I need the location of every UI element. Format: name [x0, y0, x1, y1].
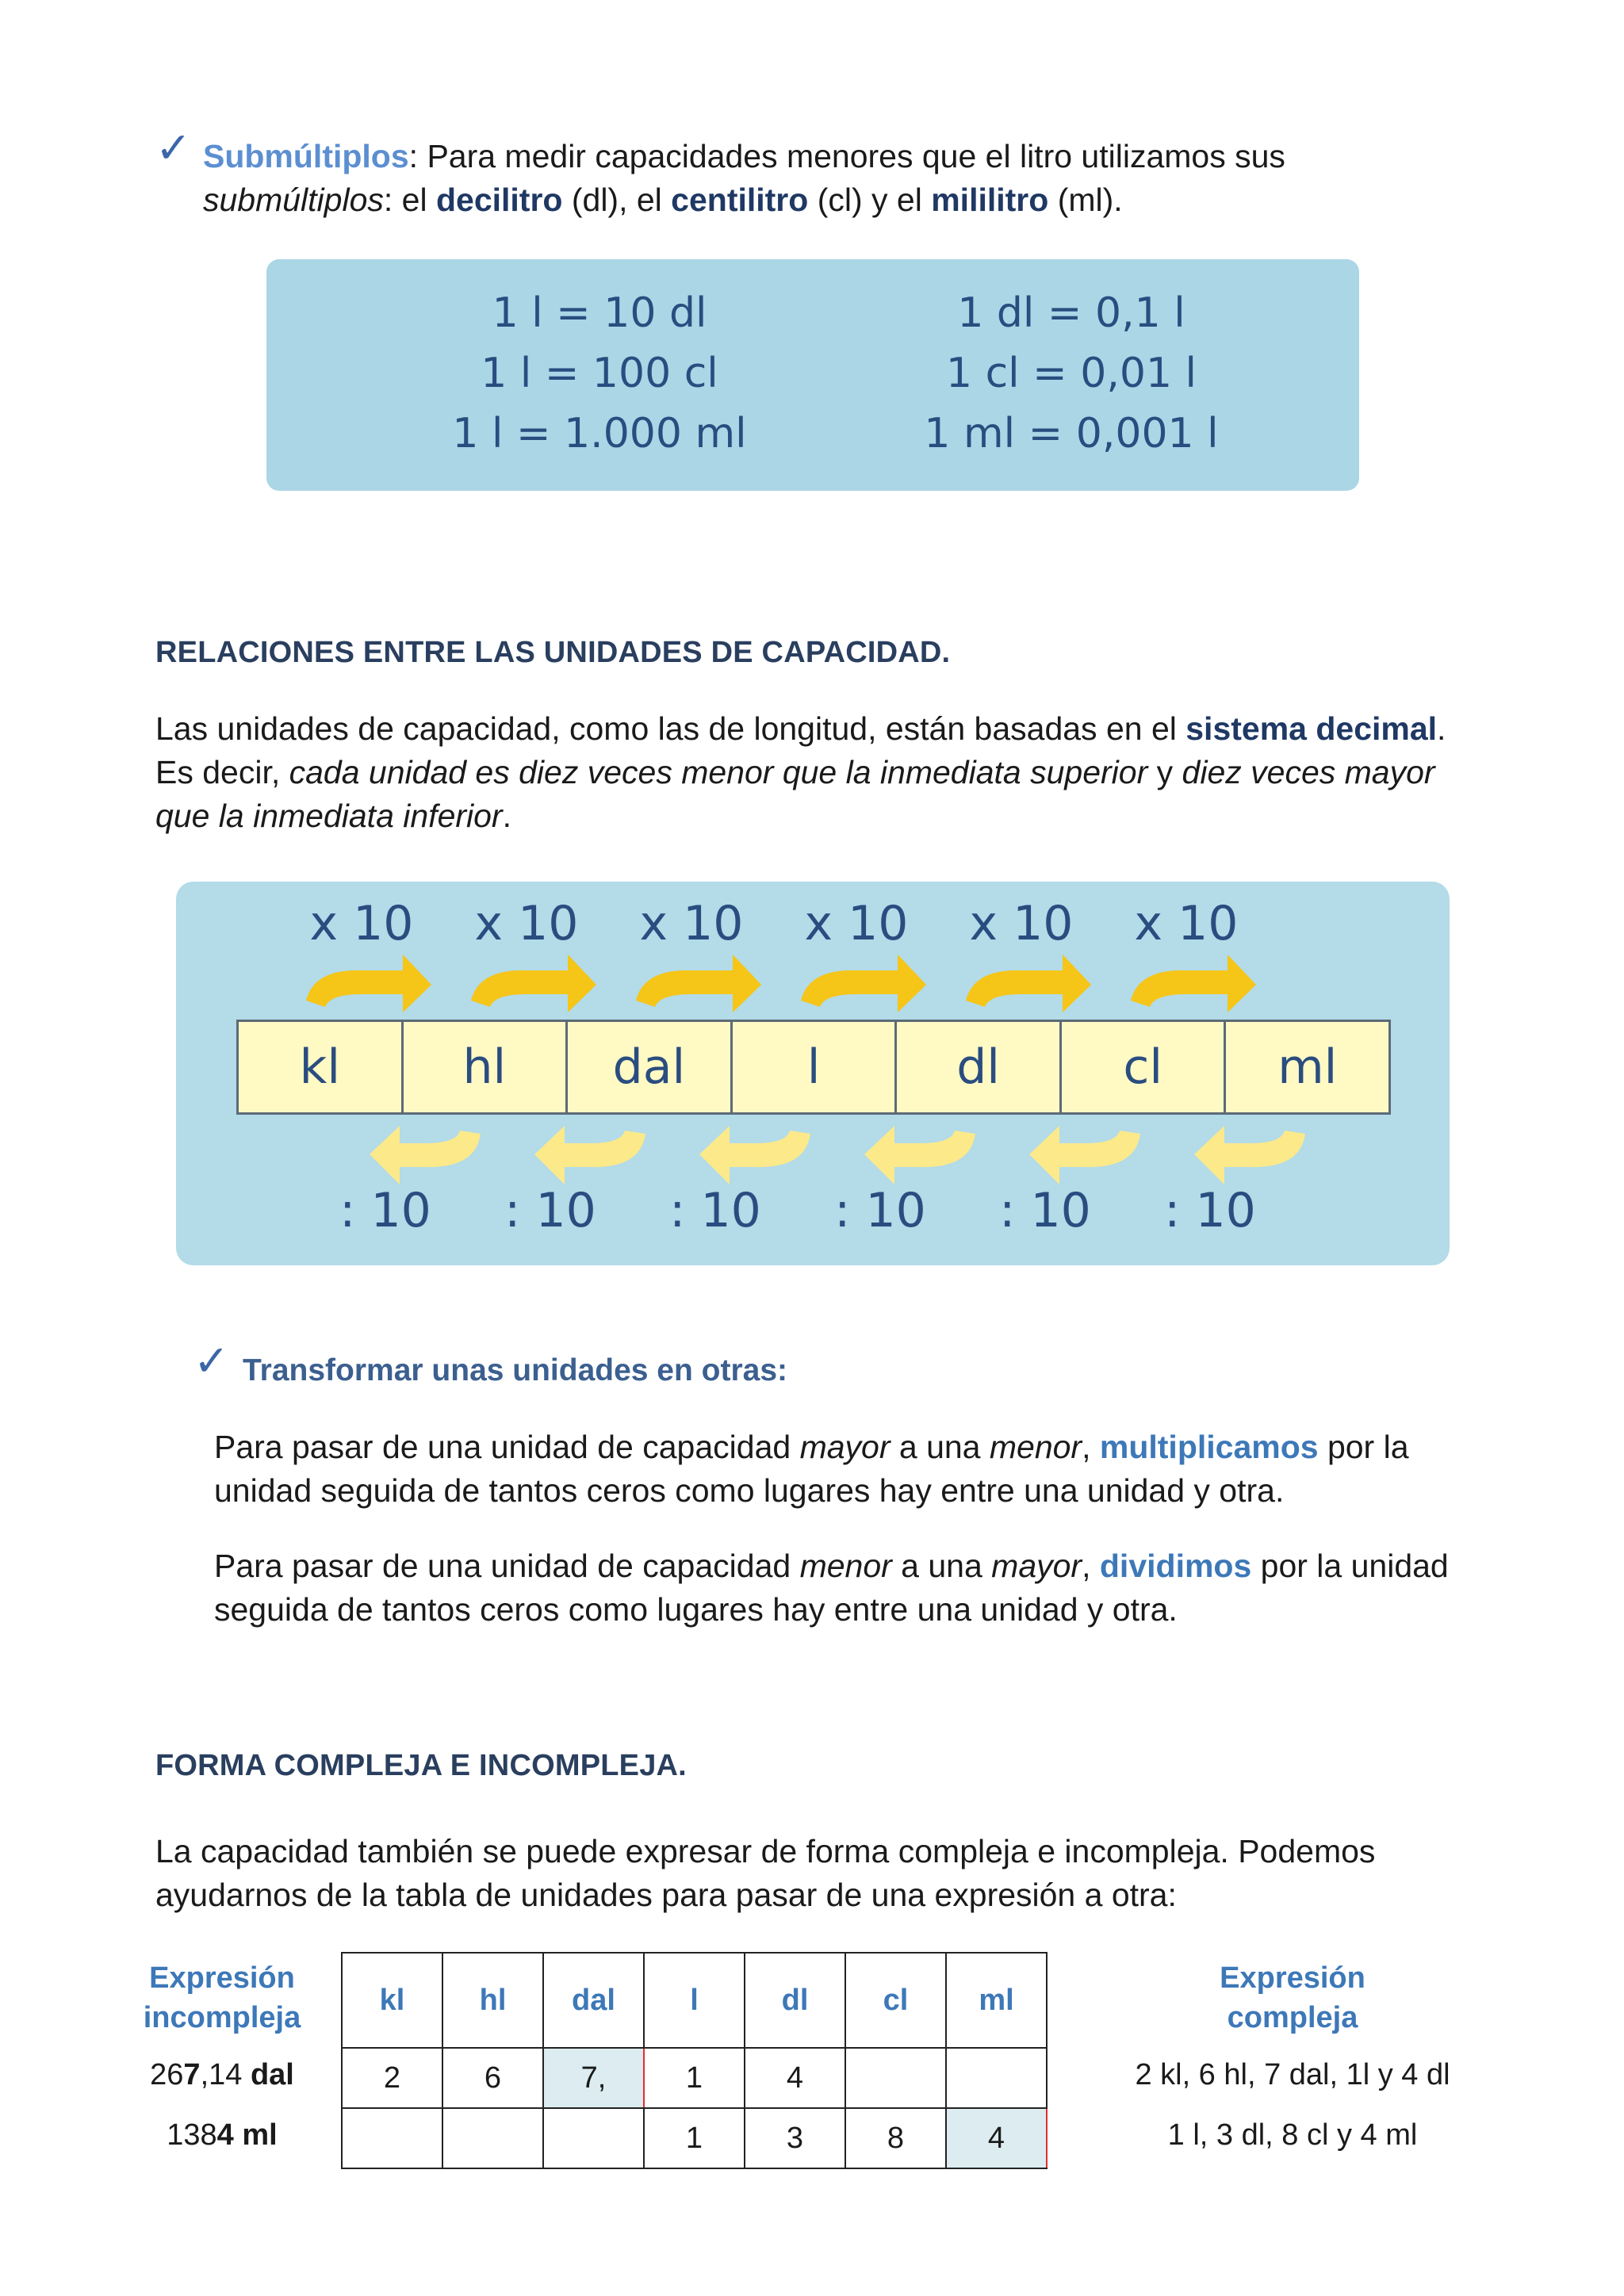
table-row	[342, 2108, 1047, 2168]
text-fragment: Las unidades de capacidad, como las de longitud, están basadas en el	[155, 710, 1186, 747]
number-part	[234, 2118, 243, 2152]
unit-cell-dl: dl	[897, 1022, 1062, 1112]
italic-fragment: que la inmediata inferior	[155, 798, 503, 834]
divide-label: : 10	[999, 1183, 1091, 1238]
text-fragment: La capacidad también se puede expresar de forma compleja e incompleja. Podemos	[155, 1833, 1376, 1869]
italic-fragment: diez veces mayor	[1182, 754, 1435, 790]
italic-fragment: cada unidad es diez veces menor que la inmediata superior	[289, 754, 1148, 790]
equivalence-line: 1 l = 100 cl	[481, 350, 718, 397]
text-fragment: (dl), el	[562, 182, 672, 218]
submultiplos-italic: submúltiplos	[203, 182, 384, 218]
number-bold-digit: 4	[216, 2118, 234, 2152]
text-fragment: Para pasar de una unidad de capacidad	[214, 1429, 800, 1465]
multiply-label: x 10	[639, 896, 744, 951]
submultiplos-text: : Para medir capacidades menores que el litro utilizamos sus	[408, 138, 1285, 174]
text-fragment: por la	[1318, 1429, 1409, 1465]
unit-table-header-row	[342, 1953, 1047, 2048]
text-fragment: Para pasar de una unidad de capacidad	[214, 1548, 800, 1584]
table-cell: 3	[745, 2108, 845, 2168]
row-1-incomplex	[111, 2058, 333, 2092]
mililitro-term: mililitro	[931, 182, 1049, 218]
checkmark-icon: ✓	[155, 123, 192, 173]
divide-label: : 10	[669, 1183, 761, 1238]
incomplex-header	[127, 1958, 317, 2038]
dividimos-term: dividimos	[1099, 1548, 1252, 1584]
multiply-label: x 10	[309, 896, 414, 951]
header-line: compleja	[1227, 2001, 1358, 2034]
row-2-complex: 1 l, 3 dl, 8 cl y 4 ml	[1167, 2118, 1418, 2152]
multiply-label: x 10	[1134, 896, 1239, 951]
divide-label: : 10	[834, 1183, 926, 1238]
equivalence-left-column	[377, 283, 822, 464]
unit-cell-dal: dal	[568, 1022, 733, 1112]
text-fragment: y	[1147, 754, 1182, 790]
multiply-arrow-icon	[801, 955, 926, 1012]
divide-arrow-icon	[1194, 1126, 1305, 1184]
unit-label: dal	[250, 2058, 294, 2091]
text-fragment: (ml).	[1048, 182, 1123, 218]
text-fragment: seguida de tantos ceros como lugares hay entre una unidad y otra.	[214, 1591, 1178, 1628]
text-fragment: a una	[890, 1429, 990, 1465]
text-fragment: : el	[383, 182, 436, 218]
table-cell	[946, 2048, 1047, 2108]
complex-header	[1118, 1958, 1467, 2038]
divide-arrow-icon	[534, 1126, 645, 1184]
text-fragment: Es decir,	[155, 754, 289, 790]
unit-cell-l: l	[733, 1022, 898, 1112]
column-header-cl: cl	[845, 1953, 946, 2048]
text-fragment: (cl) y el	[808, 182, 932, 218]
divide-arrow-icon	[699, 1126, 810, 1184]
row-1-complex: 2 kl, 6 hl, 7 dal, 1l y 4 dl	[1135, 2058, 1450, 2091]
text-fragment: .	[502, 798, 511, 834]
centilitro-term: centilitro	[671, 182, 809, 218]
table-cell	[442, 2108, 543, 2168]
table-cell: 2	[342, 2048, 442, 2108]
table-cell	[845, 2048, 946, 2108]
equivalence-right-column	[849, 283, 1293, 464]
column-header-kl: kl	[342, 1953, 442, 2048]
equivalence-line: 1 l = 10 dl	[492, 289, 707, 337]
italic-fragment: mayor	[799, 1429, 891, 1465]
unit-cell-hl: hl	[404, 1022, 569, 1112]
equivalence-box	[266, 259, 1359, 491]
table-row	[342, 2048, 1047, 2108]
unit-cell-kl: kl	[239, 1022, 404, 1112]
multiply-label: x 10	[474, 896, 579, 951]
table-cell: 1	[644, 2048, 745, 2108]
table-cell: 8	[845, 2108, 946, 2168]
text-fragment: a una	[891, 1548, 992, 1584]
multiply-arrow-icon	[306, 955, 431, 1012]
sistema-decimal-term: sistema decimal	[1185, 710, 1438, 747]
multiply-arrow-icon	[636, 955, 761, 1012]
unit-cell-cl: cl	[1062, 1022, 1227, 1112]
divide-arrow-icon	[864, 1126, 975, 1184]
relaciones-heading: RELACIONES ENTRE LAS UNIDADES DE CAPACIDAD.	[155, 636, 951, 669]
submultiplos-paragraph	[203, 135, 1551, 222]
column-header-dal: dal	[543, 1953, 644, 2048]
table-cell: 4	[946, 2108, 1047, 2168]
unit-conversion-diagram	[176, 882, 1450, 1265]
unit-cell-ml: ml	[1277, 1039, 1338, 1095]
header-line: incompleja	[143, 2001, 301, 2034]
forma-paragraph	[155, 1830, 1519, 1917]
transformar-paragraph-2	[214, 1544, 1578, 1632]
column-header-dl: dl	[745, 1953, 845, 2048]
table-cell: 7,	[543, 2048, 644, 2108]
unit-table	[341, 1952, 1048, 2169]
multiply-arrow-icon	[1131, 955, 1256, 1012]
transformar-paragraph-1	[214, 1425, 1562, 1513]
text-fragment: unidad seguida de tantos ceros como lugares hay entre una unidad y otra.	[214, 1472, 1285, 1509]
decilitro-term: decilitro	[435, 182, 563, 218]
table-cell: 1	[644, 2108, 745, 2168]
italic-fragment: menor	[799, 1548, 892, 1584]
divide-label: : 10	[339, 1183, 431, 1238]
header-line: Expresión	[1220, 1961, 1365, 1995]
multiply-label: x 10	[804, 896, 909, 951]
text-fragment: por la unidad	[1251, 1548, 1449, 1584]
relaciones-paragraph	[155, 707, 1503, 838]
checkmark-icon: ✓	[193, 1336, 230, 1386]
submultiplos-title: Submúltiplos	[203, 138, 409, 174]
equivalence-line: 1 cl = 0,01 l	[945, 350, 1197, 397]
equivalence-line: 1 dl = 0,1 l	[957, 289, 1185, 337]
table-cell: 6	[442, 2048, 543, 2108]
row-2-incomplex	[111, 2118, 333, 2152]
column-header-ml: ml	[946, 1953, 1047, 2048]
unit-label: ml	[242, 2118, 278, 2152]
text-fragment: ,	[1082, 1429, 1100, 1465]
divide-label: : 10	[1164, 1183, 1256, 1238]
divide-label: : 10	[504, 1183, 596, 1238]
equivalence-line: 1 l = 1.000 ml	[452, 410, 747, 457]
multiply-arrow-icon	[966, 955, 1091, 1012]
multiply-arrow-icon	[471, 955, 596, 1012]
table-cell: 4	[745, 2048, 845, 2108]
italic-fragment: menor	[989, 1429, 1082, 1465]
divide-arrow-icon	[1029, 1126, 1140, 1184]
transformar-title: Transformar unas unidades en otras:	[243, 1353, 788, 1387]
header-line: Expresión	[149, 1961, 295, 1995]
number-part: ,14	[200, 2058, 251, 2091]
column-header-hl: hl	[442, 1953, 543, 2048]
text-fragment: .	[1437, 710, 1446, 747]
text-fragment: ayudarnos de la tabla de unidades para pasar de una expresión a otra:	[155, 1877, 1177, 1913]
multiplicamos-term: multiplicamos	[1099, 1429, 1319, 1465]
equivalence-line: 1 ml = 0,001 l	[924, 410, 1219, 457]
italic-fragment: mayor	[991, 1548, 1082, 1584]
multiply-label: x 10	[969, 896, 1074, 951]
table-cell	[342, 2108, 442, 2168]
number-part: 138	[167, 2118, 217, 2152]
number-bold-digit: 7	[183, 2058, 201, 2091]
text-fragment: ,	[1082, 1548, 1100, 1584]
forma-heading: FORMA COMPLEJA E INCOMPLEJA.	[155, 1749, 687, 1782]
divide-arrow-icon	[370, 1126, 481, 1184]
column-header-l: l	[644, 1953, 745, 2048]
number-part: 26	[150, 2058, 184, 2091]
table-cell	[543, 2108, 644, 2168]
